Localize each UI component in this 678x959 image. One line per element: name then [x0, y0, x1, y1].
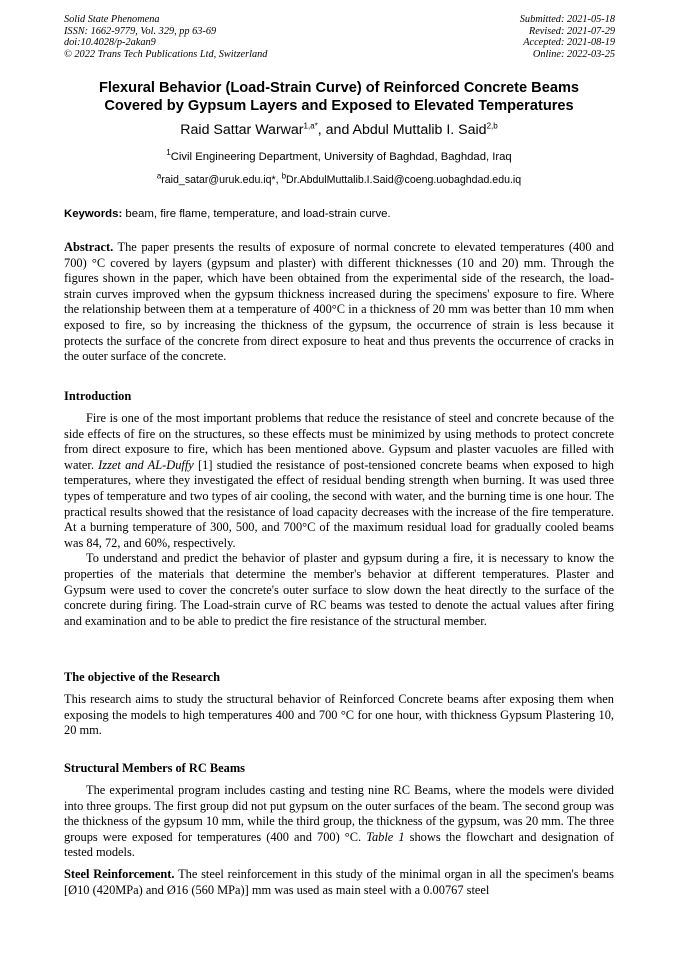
- intro-p1-text-b: [1] studied the resistance of post-tensioned concrete beams when exposed to high temperatures, where they investigated the effect of residual bending strength when burning. It was used three types of temperature and two types of air cooling, the second with water, and the burning time is one hour. The practical results showed that the resistance of load capacity decreases with the increase of the fire temperature. At a burning temperature of 300, 500, and 700°C of the maximum residual load for gradually cooled beams was 84, 72, and 60%, respectively.: [64, 457, 614, 550]
- abstract-label: Abstract.: [64, 240, 114, 254]
- email-b: Dr.AbdulMuttalib.I.Said@coeng.uobaghdad.edu.iq: [286, 174, 522, 186]
- date-submitted: Submitted: 2021-05-18: [519, 14, 615, 25]
- author-2-affil: 2,b: [486, 121, 498, 131]
- email-a-marker: a: [156, 171, 162, 181]
- journal-info: [64, 14, 267, 61]
- objective-heading: The objective of the Research: [64, 670, 220, 684]
- journal-issn: ISSN: 1662-9779, Vol. 329, pp 63-69: [64, 25, 217, 37]
- structural-body: [64, 783, 614, 861]
- paper-title: [40, 79, 638, 115]
- steel-label: Steel Reinforcement.: [64, 867, 175, 881]
- keywords-text: beam, fire flame, temperature, and load-strain curve.: [122, 208, 391, 220]
- journal-doi: doi:10.4028/p-2akan9: [64, 37, 156, 49]
- author-separator: , and: [317, 122, 353, 138]
- journal-name: Solid State Phenomena: [64, 14, 160, 25]
- author-2: Abdul Muttalib I. Said: [352, 122, 487, 138]
- introduction-body: [64, 411, 614, 629]
- citation-izzet: Izzet and AL-Duffy: [98, 457, 194, 472]
- objective-body: [64, 692, 614, 739]
- title-line-1: Flexural Behavior (Load-Strain Curve) of Reinforced Concrete Beams: [98, 80, 580, 96]
- structural-text-a: The experimental program includes casting and testing nine RC Beams, where the models were divided into three groups. The first group did not put gypsum on the outer surfaces of the beam. The second group was the thickness of the gypsum 10 mm, while the third group, the thickness of the gypsum, was 20 mm. The three groups were exposed for temperatures (400 and 700) °C.: [64, 783, 614, 844]
- keywords-label: Keywords:: [64, 208, 123, 220]
- steel-reinforcement: [64, 867, 614, 898]
- table-1-reference: Table 1: [366, 829, 405, 844]
- introduction-heading: Introduction: [64, 389, 132, 403]
- author-1: Raid Sattar Warwar: [180, 122, 304, 138]
- email-a: raid_satar@uruk.edu.iq*,: [161, 174, 282, 186]
- affiliation-marker: 1: [166, 148, 171, 158]
- intro-p1-text-a: Fire is one of the most important problems that reduce the resistance of steel and concrete because of the side effects of fire on the structures, so these effects must be minimized by using methods to protect concrete from direct exposure to fire, which has been mentioned above. Gypsum and plaster vacuoles are filled with water.: [64, 411, 614, 472]
- affiliation-text: Civil Engineering Department, University of Baghdad, Baghdad, Iraq: [170, 151, 512, 163]
- steel-text: The steel reinforcement in this study of the minimal organ in all the specimen's beams [Ø10 (420MPa) and Ø16 (560 MPa)] mm was used as main steel with a 0.00767 steel: [64, 867, 614, 897]
- abstract-text: The paper presents the results of exposure of normal concrete to elevated temperatures (400 and 700) °C covered by layers (gypsum and plaster) with different thicknesses (10 and 20) mm. Through the figures shown in the paper, which have been obtained from the experimental side of the research, the load-strain curves improved when the gypsum thickness increased during the specimens' exposure to fire. Where the relationship between them at a temperature of 400°C in a thickness of 20 mm was better than 10 mm when exposed to fire, so by increasing the thickness of the gypsum, the occurrence of strain is less because it protects the surface of the concrete from direct exposure to heat and thus prevents the occurrence of cracks in the outer surface of the concrete.: [64, 240, 614, 364]
- title-line-2: Covered by Gypsum Layers and Exposed to Elevated Temperatures: [104, 98, 574, 114]
- keywords: [64, 207, 391, 221]
- structural-text-b: shows the flowchart and designation of tested models.: [64, 829, 614, 860]
- objective-text: This research aims to study the structural behavior of Reinforced Concrete beams after exposing them when exposing the models to high temperatures 400 and 700 °C for one hour, with thickness Gypsum Plastering 10, 20 mm.: [64, 692, 614, 738]
- date-online: Online: 2022-03-25: [532, 49, 615, 61]
- author-1-affil: 1,a*: [303, 121, 318, 131]
- intro-paragraph-2: To understand and predict the behavior of plaster and gypsum during a fire, it is necessary to know the properties of the materials that determine the member's behavior at different temperatures. Plaster and Gypsum were used to cover the concrete's outer surface to slow down the heat directly to the surface of the concrete during firing. The Load-strain curve of RC beams was tested to denote the actual values after firing and examination and to be able to predict the fire resistance of the structural member.: [64, 551, 614, 628]
- journal-copyright: © 2022 Trans Tech Publications Ltd, Switzerland: [64, 49, 268, 61]
- date-accepted: Accepted: 2021-08-19: [523, 37, 615, 49]
- date-revised: Revised: 2021-07-29: [528, 25, 615, 37]
- publication-dates: [520, 14, 615, 61]
- email-b-marker: b: [281, 171, 287, 181]
- author-emails: [40, 173, 638, 187]
- intro-paragraph-1: [64, 411, 614, 551]
- abstract: [64, 240, 614, 365]
- affiliation: [40, 150, 638, 164]
- author-list: [40, 121, 638, 139]
- structural-heading: Structural Members of RC Beams: [64, 761, 246, 775]
